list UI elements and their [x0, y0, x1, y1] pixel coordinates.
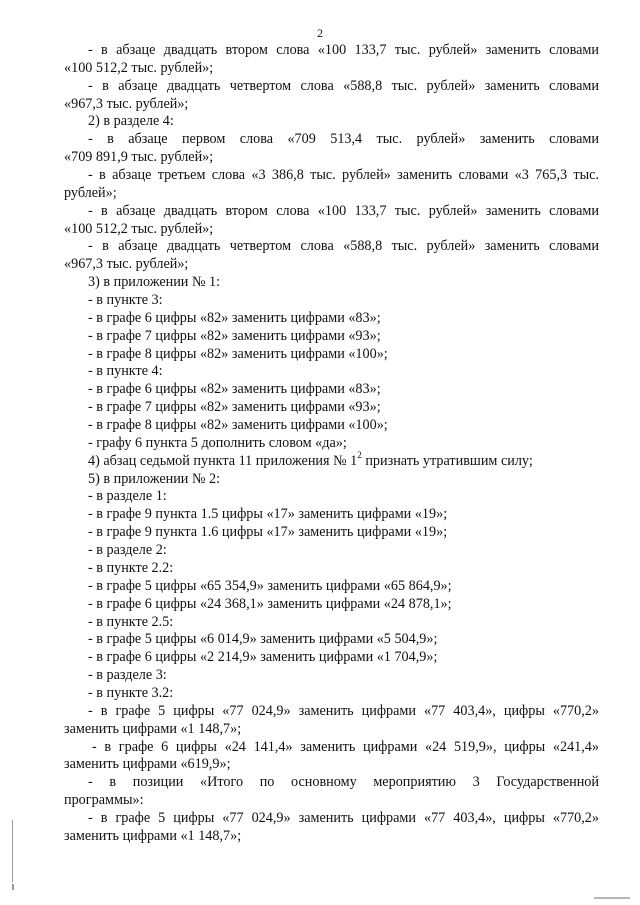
text-line	[64, 450, 599, 471]
line-text: «709 891,9 тыс. рублей»;	[64, 149, 214, 166]
text-line	[64, 131, 599, 149]
text-line	[64, 792, 599, 810]
line-text: - в пункте 3.2:	[88, 684, 174, 701]
text-line	[64, 310, 599, 328]
text-line	[64, 274, 599, 292]
text-line	[64, 399, 599, 417]
text-line	[64, 471, 599, 489]
line-text: заменить цифрами «1 148,7»;	[64, 720, 242, 737]
line-text: 5) в приложении № 2:	[88, 470, 221, 487]
text-line	[64, 524, 599, 542]
line-text: - в абзаце двадцать четвертом слова «588,8 тыс. рублей» заменить словами	[88, 238, 599, 255]
line-text: «100 512,2 тыс. рублей»;	[64, 59, 214, 76]
text-line	[64, 256, 599, 274]
line-text: - в графе 9 пункта 1.6 цифры «17» заменить цифрами «19»;	[88, 524, 448, 541]
line-text: - в графе 5 цифры «77 024,9» заменить цифрами «77 403,4», цифры «770,2»	[88, 702, 599, 719]
text-line	[64, 774, 599, 792]
line-text: - в пункте 4:	[88, 363, 163, 380]
text-line	[64, 203, 599, 221]
line-text: - в графе 6 цифры «24 141,4» заменить цифрами «24 519,9», цифры «241,4»	[92, 738, 599, 755]
text-line	[64, 667, 599, 685]
line-text: - в графе 8 цифры «82» заменить цифрами «100»;	[88, 345, 388, 362]
text-line	[64, 381, 599, 399]
line-text: - в абзаце первом слова «709 513,4 тыс. рублей» заменить словами	[88, 131, 599, 148]
text-line	[64, 42, 599, 60]
line-text: - в графе 6 цифры «82» заменить цифрами «83»;	[88, 381, 381, 398]
text-line	[64, 631, 599, 649]
line-text: - в графе 7 цифры «82» заменить цифрами «93»;	[88, 327, 381, 344]
line-text: - в разделе 1:	[88, 488, 167, 505]
line-text: 2) в разделе 4:	[88, 113, 174, 130]
line-text: - в абзаце третьем слова «3 386,8 тыс. рублей» заменить словами «3 765,3 тыс.	[88, 167, 599, 184]
text-line	[64, 328, 599, 346]
text-line	[64, 167, 599, 185]
text-line	[64, 810, 599, 828]
text-line	[64, 292, 599, 310]
text-line	[64, 60, 599, 78]
text-line	[64, 238, 599, 256]
text-line	[64, 614, 599, 632]
line-text: рублей»;	[64, 184, 117, 201]
text-line	[64, 113, 599, 131]
line-text: - в графе 5 цифры «6 014,9» заменить цифрами «5 504,9»;	[88, 631, 438, 648]
line-text: 4) абзац седьмой пункта 11 приложения № 1	[88, 452, 358, 469]
line-text: «967,3 тыс. рублей»;	[64, 95, 189, 112]
page-number: 2	[317, 26, 323, 40]
line-text: - в графе 9 пункта 1.5 цифры «17» заменить цифрами «19»;	[88, 506, 448, 523]
line-text-tail: признать утратившим силу;	[361, 452, 533, 469]
text-line	[64, 596, 599, 614]
line-text: - в пункте 2.5:	[88, 613, 174, 630]
line-text: - графу 6 пункта 5 дополнить словом «да»;	[88, 434, 347, 451]
text-line	[64, 363, 599, 381]
document-body	[64, 42, 599, 846]
text-line	[64, 185, 599, 203]
line-text: - в графе 5 цифры «65 354,9» заменить цифрами «65 864,9»;	[88, 577, 452, 594]
line-text: - в графе 6 цифры «82» заменить цифрами «83»;	[88, 309, 381, 326]
text-line	[64, 828, 599, 846]
line-text: «967,3 тыс. рублей»;	[64, 256, 189, 273]
text-line	[64, 221, 599, 239]
line-text: «100 512,2 тыс. рублей»;	[64, 220, 214, 237]
line-text: - в графе 6 цифры «2 214,9» заменить цифрами «1 704,9»;	[88, 649, 438, 666]
text-line	[64, 721, 599, 739]
line-text: заменить цифрами «619,9»;	[64, 756, 231, 773]
line-text: заменить цифрами «1 148,7»;	[64, 827, 242, 844]
line-text: - в графе 6 цифры «24 368,1» заменить цифрами «24 878,1»;	[88, 595, 452, 612]
text-line	[64, 703, 599, 721]
text-line	[64, 78, 599, 96]
text-line	[64, 739, 599, 757]
text-line	[64, 96, 599, 114]
line-text: - в абзаце двадцать четвертом слова «588,8 тыс. рублей» заменить словами	[88, 77, 599, 94]
line-text: - в пункте 3:	[88, 292, 163, 309]
margin-scan-dot	[12, 884, 14, 890]
line-text: - в графе 8 цифры «82» заменить цифрами «100»;	[88, 417, 388, 434]
line-text: - в абзаце двадцать втором слова «100 133,7 тыс. рублей» заменить словами	[88, 202, 599, 219]
text-line	[64, 756, 599, 774]
line-text: - в абзаце двадцать втором слова «100 133,7 тыс. рублей» заменить словами	[88, 42, 599, 58]
text-line	[64, 685, 599, 703]
text-line	[64, 417, 599, 435]
corner-scan-mark	[594, 897, 630, 899]
line-text: - в разделе 3:	[88, 667, 167, 684]
line-text: - в позиции «Итого по основному мероприятию 3 Государственной	[88, 774, 599, 791]
text-line	[64, 506, 599, 524]
line-text: - в графе 7 цифры «82» заменить цифрами «93»;	[88, 399, 381, 416]
line-text: 3) в приложении № 1:	[88, 274, 221, 291]
text-line	[64, 346, 599, 364]
text-line	[64, 435, 599, 453]
margin-scan-mark	[12, 820, 13, 882]
text-line	[64, 578, 599, 596]
line-text: - в разделе 2:	[88, 542, 167, 559]
text-line	[64, 560, 599, 578]
line-text: программы»:	[64, 792, 144, 809]
text-line	[64, 542, 599, 560]
line-text: - в пункте 2.2:	[88, 559, 174, 576]
line-text: - в графе 5 цифры «77 024,9» заменить цифрами «77 403,4», цифры «770,2»	[88, 809, 599, 826]
text-line	[64, 488, 599, 506]
superscript: 2	[357, 450, 362, 461]
text-line	[64, 149, 599, 167]
text-line	[64, 649, 599, 667]
